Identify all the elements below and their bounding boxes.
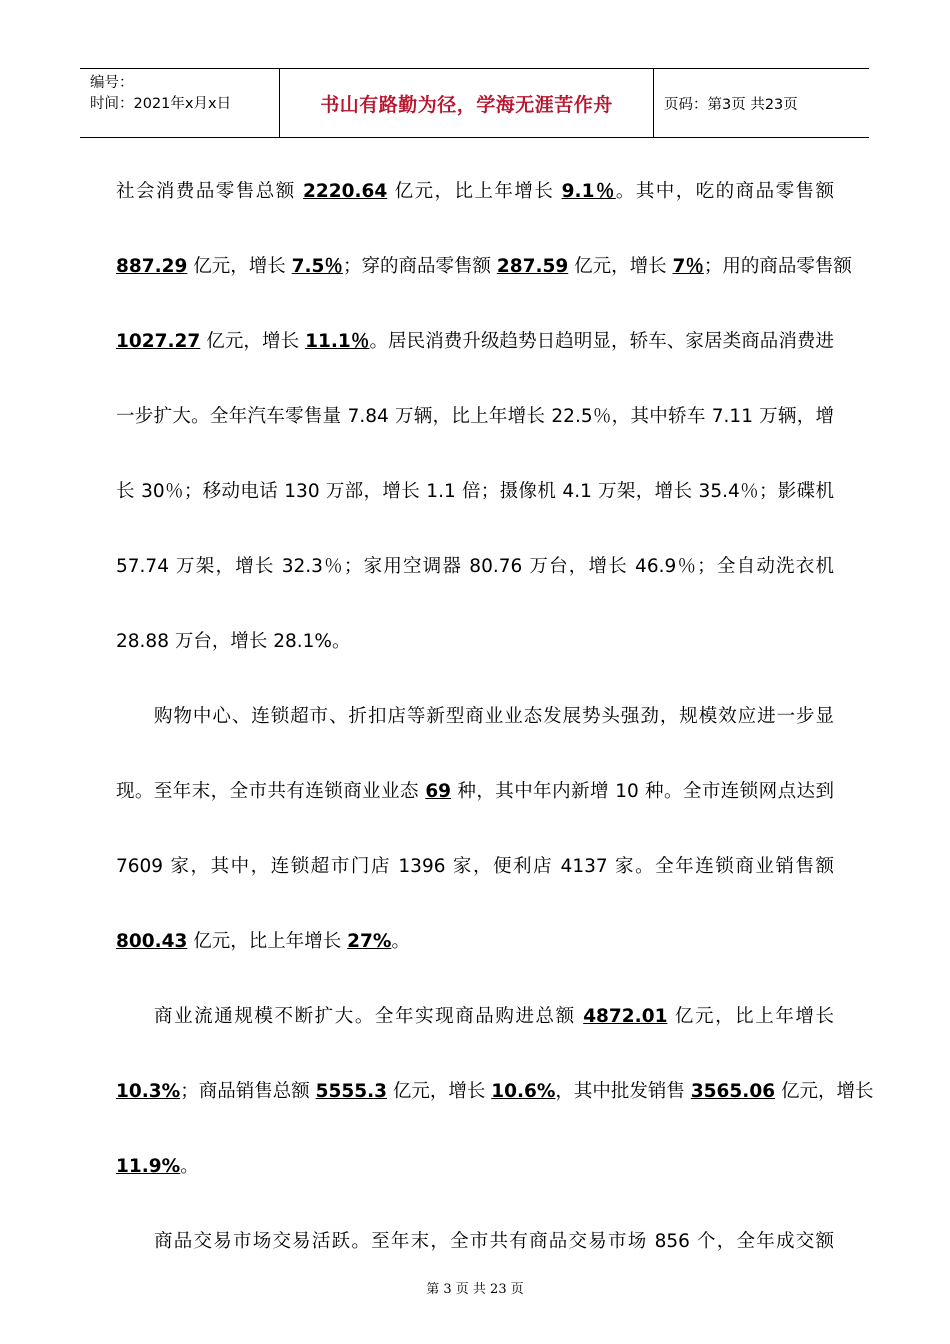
time-label: 时间：2021年x月x日 — [90, 96, 232, 112]
text-line: 社会消费品零售总额 2220.64 亿元，比上年增长 9.1％。其中，吃的商品零售额 — [116, 181, 834, 202]
text-line: 7609 家，其中，连锁超市门店 1396 家，便利店 4137 家。全年连锁商业销售额 — [116, 856, 834, 877]
text-line: 800.43 亿元，比上年增长 27%。 — [116, 931, 410, 952]
header-motto: 书山有路勤为径，学海无涯苦作舟 — [280, 69, 654, 137]
text-line: 现。至年末，全市共有连锁商业业态 69 种，其中年内新增 10 种。全市连锁网点达到 — [116, 781, 834, 802]
text-line: 10.3%；商品销售总额 5555.3 亿元，增长 10.6%，其中批发销售 3565.06 亿元，增长 — [116, 1081, 874, 1102]
header-meta — [80, 69, 280, 137]
header-page-info: 页码：第3页 共23页 — [664, 96, 798, 113]
text-line: 28.88 万台，增长 28.1%。 — [116, 631, 351, 652]
paragraph-start: 商业流通规模不断扩大。全年实现商品购进总额 4872.01 亿元，比上年增长 — [154, 1006, 834, 1027]
text-line: 1027.27 亿元，增长 11.1％。居民消费升级趋势日趋明显，轿车、家居类商品消费进 — [116, 331, 834, 352]
page-header — [80, 68, 869, 138]
paragraph-start: 购物中心、连锁超市、折扣店等新型商业业态发展势头强劲，规模效应进一步显 — [154, 706, 834, 727]
page-footer: 第 3 页 共 23 页 — [426, 1282, 524, 1297]
code-label: 编号： — [90, 75, 134, 91]
text-line: 57.74 万架，增长 32.3％；家用空调器 80.76 万台，增长 46.9％；全自动洗衣机 — [116, 556, 834, 577]
text-line: 长 30％；移动电话 130 万部，增长 1.1 倍；摄像机 4.1 万架，增长 35.4％；影碟机 — [116, 481, 834, 502]
paragraph-start: 商品交易市场交易活跃。至年末，全市共有商品交易市场 856 个，全年成交额 — [154, 1231, 834, 1252]
text-line: 887.29 亿元，增长 7.5％；穿的商品零售额 287.59 亿元，增长 7％；用的商品零售额 — [116, 256, 852, 277]
text-line: 11.9%。 — [116, 1156, 199, 1177]
text-line: 一步扩大。全年汽车零售量 7.84 万辆，比上年增长 22.5％，其中轿车 7.11 万辆，增 — [116, 406, 834, 427]
document-body — [116, 154, 874, 1279]
